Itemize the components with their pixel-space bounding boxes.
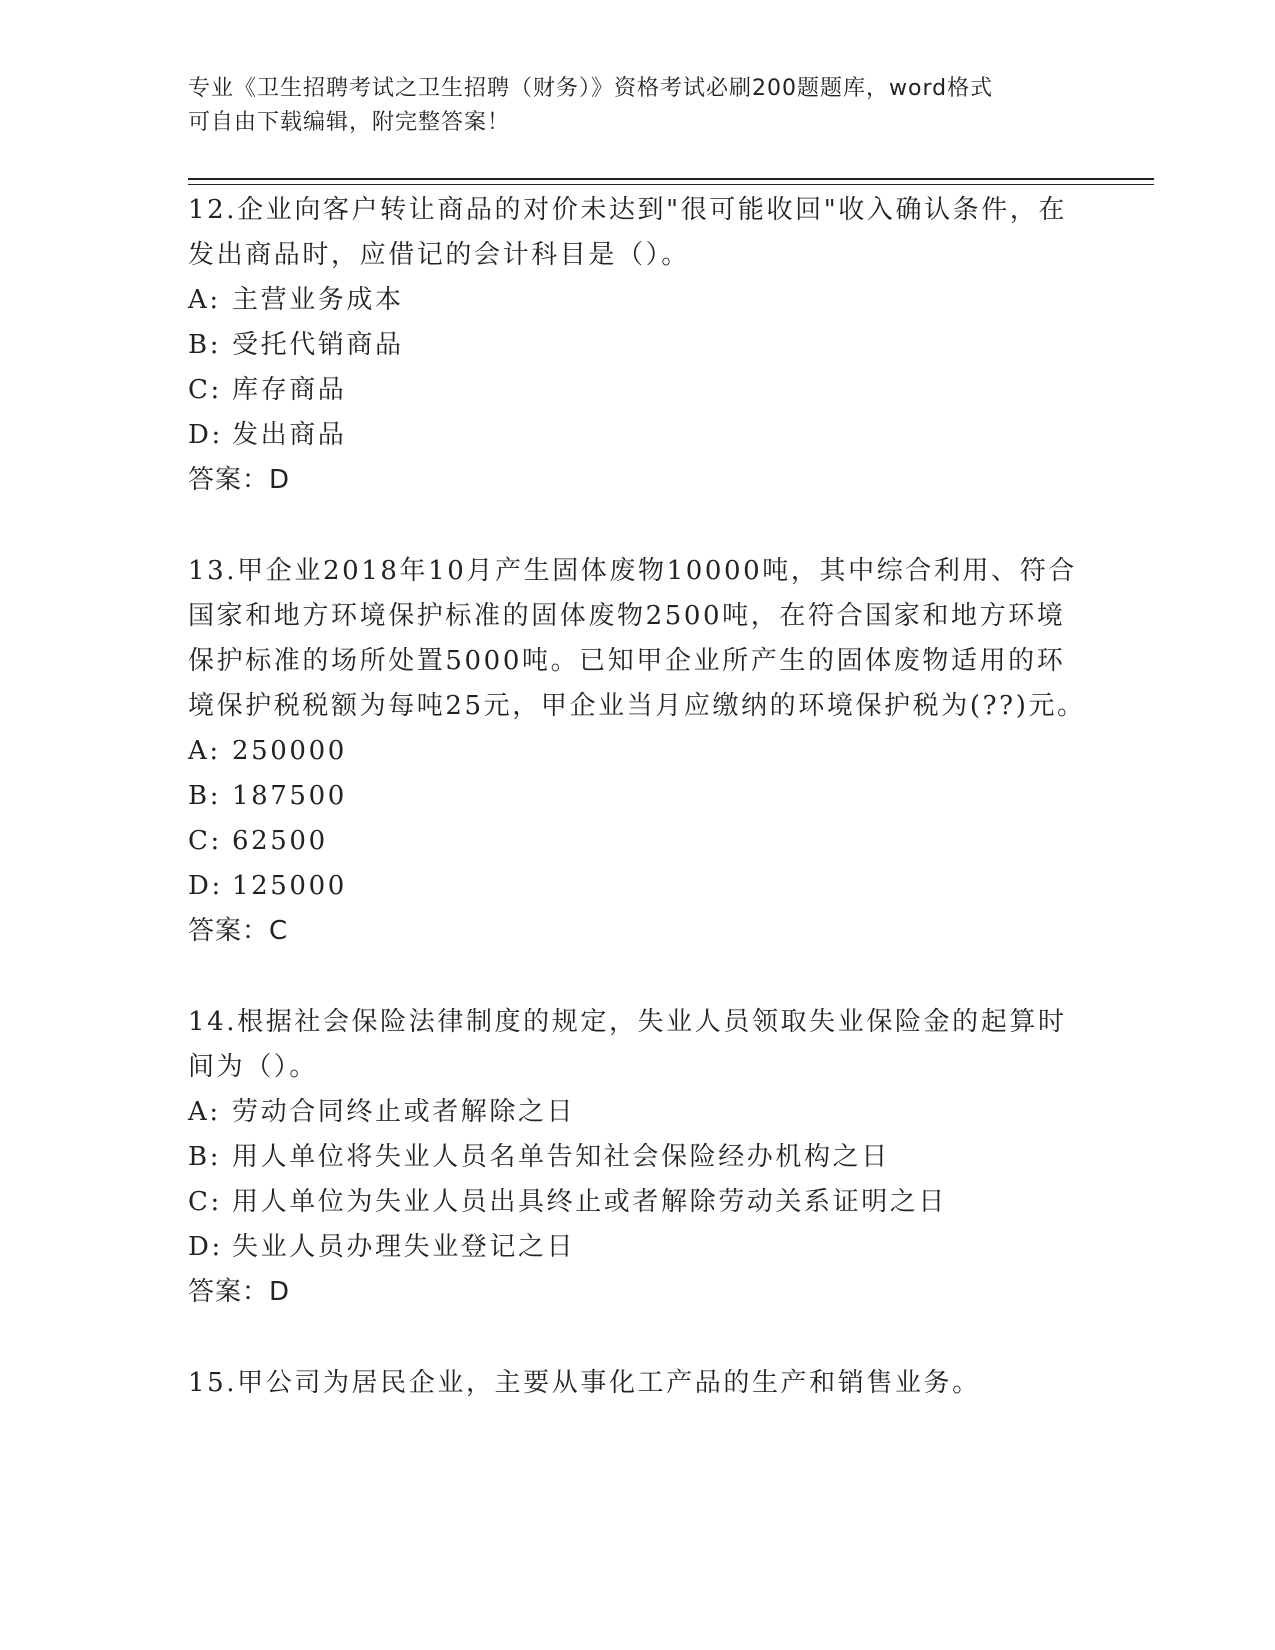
answer-line: 答案：C: [188, 916, 289, 946]
option-text: 主营业务成本: [232, 285, 404, 315]
option-letter: D:: [188, 420, 223, 450]
answer-line: 答案：D: [188, 1277, 291, 1307]
question-stem: 13.甲企业2018年10月产生固体废物10000吨，其中综合利用、符合国家和地方环境保护标准的固体废物2500吨，在符合国家和地方环境保护标准的场所处置5000吨。已知甲企业所产生的固体废物适用的环境保护税税额为每吨25元，甲企业当月应缴纳的环境保护税为(??)元。: [188, 556, 1086, 721]
option-letter: C:: [188, 1187, 222, 1217]
option-letter: C:: [188, 826, 222, 856]
question-15: [188, 1361, 1088, 1406]
document-header: [188, 72, 1068, 140]
option-text: 受托代销商品: [232, 330, 404, 360]
option-text: 125000: [232, 871, 347, 901]
option-b: [188, 323, 1088, 368]
option-letter: D:: [188, 871, 223, 901]
question-13: [188, 549, 1088, 954]
option-text: 库存商品: [232, 375, 347, 405]
option-a: [188, 1090, 1088, 1135]
option-c: [188, 1180, 1088, 1225]
option-text: 发出商品: [232, 420, 347, 450]
option-letter: A:: [188, 1097, 221, 1127]
question-stem: 14.根据社会保险法律制度的规定，失业人员领取失业保险金的起算时间为（）。: [188, 1007, 1067, 1082]
option-letter: A:: [188, 285, 221, 315]
question-stem: 15.甲公司为居民企业，主要从事化工产品的生产和销售业务。: [188, 1368, 981, 1398]
option-text: 187500: [232, 781, 347, 811]
option-text: 劳动合同终止或者解除之日: [232, 1097, 576, 1127]
question-12: [188, 188, 1088, 503]
option-letter: B:: [188, 1142, 222, 1172]
header-line-2: 可自由下载编辑，附完整答案！: [188, 110, 511, 135]
option-d: [188, 864, 1088, 909]
option-text: 用人单位将失业人员名单告知社会保险经办机构之日: [232, 1142, 890, 1172]
answer-line: 答案：D: [188, 465, 291, 495]
option-text: 62500: [232, 826, 328, 856]
question-stem: 12.企业向客户转让商品的对价未达到"很可能收回"收入确认条件，在发出商品时，应借记的会计科目是（）。: [188, 195, 1068, 270]
header-divider-thin: [188, 184, 1154, 185]
option-a: [188, 278, 1088, 323]
header-divider-thick: [188, 178, 1154, 180]
option-b: [188, 774, 1088, 819]
option-c: [188, 819, 1088, 864]
header-line-1: 专业《卫生招聘考试之卫生招聘（财务）》资格考试必刷200题题库，word格式: [188, 76, 994, 101]
option-c: [188, 368, 1088, 413]
option-a: [188, 729, 1088, 774]
option-letter: A:: [188, 736, 221, 766]
option-letter: C:: [188, 375, 222, 405]
option-letter: D:: [188, 1232, 223, 1262]
option-d: [188, 1225, 1088, 1270]
question-list: [188, 188, 1088, 1452]
option-letter: B:: [188, 330, 222, 360]
option-d: [188, 413, 1088, 458]
option-text: 失业人员办理失业登记之日: [232, 1232, 576, 1262]
option-b: [188, 1135, 1088, 1180]
option-text: 用人单位为失业人员出具终止或者解除劳动关系证明之日: [232, 1187, 948, 1217]
option-letter: B:: [188, 781, 222, 811]
option-text: 250000: [232, 736, 347, 766]
question-14: [188, 1000, 1088, 1315]
